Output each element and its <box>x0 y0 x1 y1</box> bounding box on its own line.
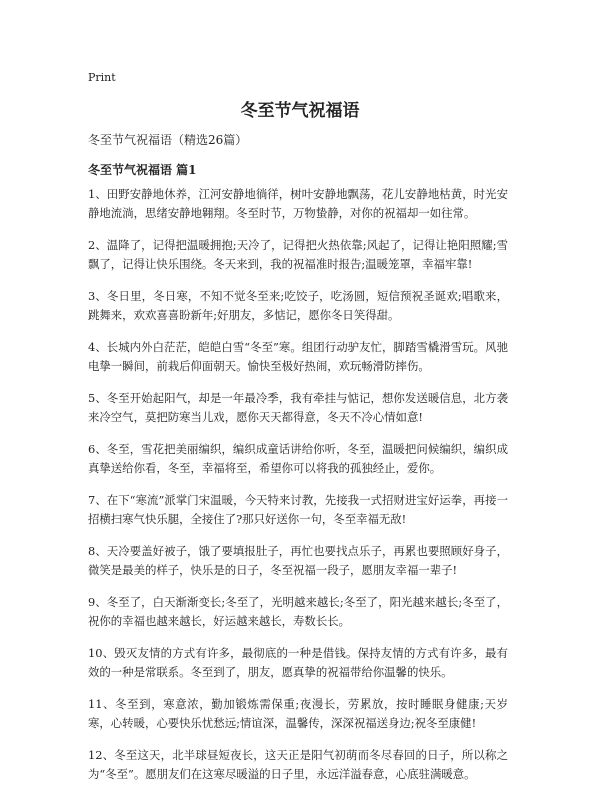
paragraph-list <box>88 185 508 797</box>
paragraph: 2、温降了，记得把温暖拥抱;天冷了，记得把火热依靠;风起了，记得让艳阳照耀;雪飘了，记得让快乐围绕。冬天来到，我的祝福准时报告;温暖笼罩，幸福牢靠! <box>88 238 508 271</box>
section-heading: 冬至节气祝福语 篇1 <box>88 163 197 177</box>
paragraph: 12、冬至这天，北半球昼短夜长，这天正是阳气初萌而冬尽春回的日子，所以称之为“冬至”。愿朋友们在这寒尽暖溢的日子里，永远洋溢春意，心底驻满暖意。 <box>88 748 508 781</box>
paragraph: 1、田野安静地休养，江河安静地徜徉，树叶安静地飘荡，花儿安静地枯黄，时光安静地流淌，思绪安静地翱翔。冬至时节，万物蛰静，对你的祝福却一如往常。 <box>88 187 508 220</box>
paragraph: 4、长城内外白茫茫，皑皑白雪“冬至”寒。组团行动驴友忙，脚踏雪橇滑雪玩。风驰电挚一瞬间，前栽后仰面朝天。愉快至极好热闹，欢玩畅滑防摔伤。 <box>88 340 508 373</box>
paragraph: 10、毁灭友情的方式有许多，最彻底的一种是借钱。保持友情的方式有许多，最有效的一种是常联系。冬至到了，朋友，愿真挚的祝福带给你温馨的快乐。 <box>88 646 508 679</box>
document-subtitle: 冬至节气祝福语（精选26篇） <box>88 133 248 147</box>
paragraph: 8、天冷要盖好被子，饿了要填报肚子，再忙也要找点乐子，再累也要照顾好身子，微笑是最美的样子，快乐是的日子，冬至祝福一段子，愿朋友幸福一辈子! <box>88 544 508 577</box>
paragraph: 7、在下“寒流”派掌门宋温暖，今天特来讨教，先接我一式招财进宝好运拳，再接一招横扫寒气快乐腿，全接住了?那只好送你一句，冬至幸福无敌! <box>88 493 508 526</box>
paragraph: 3、冬日里，冬日寒，不知不觉冬至来;吃饺子，吃汤圆，短信预祝圣诞欢;唱歌来，跳舞来，欢欢喜喜盼新年;好朋友，多惦记，愿你冬日笑得甜。 <box>88 289 508 322</box>
paragraph: 6、冬至，雪花把美丽编织，编织成童话讲给你听，冬至，温暖把问候编织，编织成真挚送给你看，冬至，幸福将至，希望你可以将我的孤独经止，爱你。 <box>88 442 508 475</box>
paragraph: 11、冬至到，寒意浓，勤加锻炼需保重;夜漫长，劳累放，按时睡眠身健康;天岁寒，心转暖，心要快乐忧愁远;情谊深，温馨传，深深祝福送身边;祝冬至康健! <box>88 697 508 730</box>
document-title: 冬至节气祝福语 <box>240 101 360 121</box>
paragraph: 5、冬至开始起阳气，却是一年最冷季，我有牵挂与惦记，想你发送暖信息，北方袭来冷空气，莫把防寒当儿戏，愿你天天都得意，冬天不冷心情如意! <box>88 391 508 424</box>
paragraph: 9、冬至了，白天渐渐变长;冬至了，光明越来越长;冬至了，阳光越来越长;冬至了，祝你的幸福也越来越长，好运越来越长，寿数长长。 <box>88 595 508 628</box>
print-link[interactable]: Print <box>88 71 116 84</box>
